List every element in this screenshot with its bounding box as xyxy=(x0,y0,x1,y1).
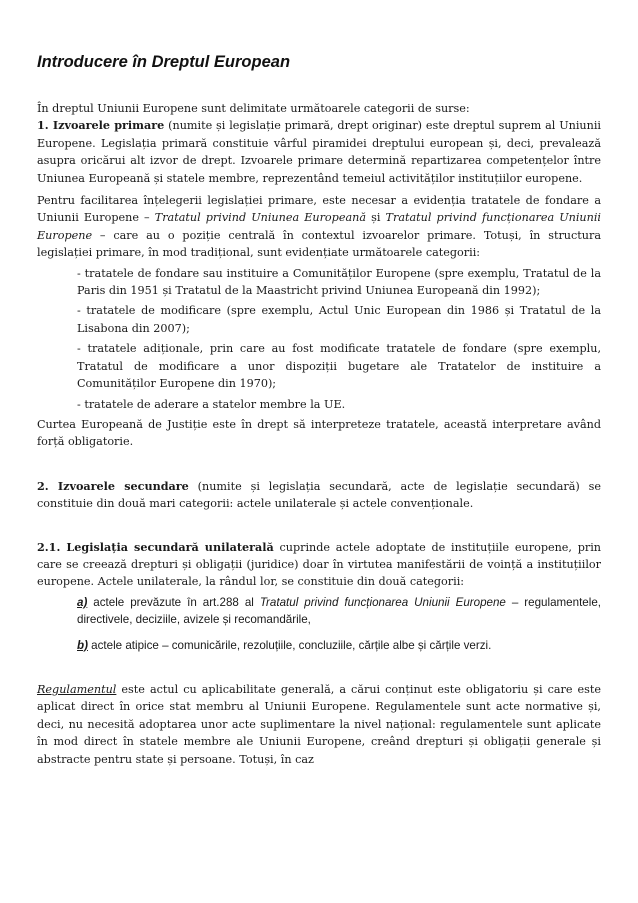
item-b-label: b) xyxy=(77,638,88,652)
secondary-sources-paragraph xyxy=(37,478,601,513)
treaties-and: și xyxy=(366,211,386,225)
treaty-categories-list xyxy=(37,265,601,413)
unilateral-paragraph xyxy=(37,539,601,591)
intro-paragraph: În dreptul Uniunii Europene sunt delimitate următoarele categorii de surse: xyxy=(37,102,470,115)
regulation-term: Regulamentul xyxy=(37,682,117,696)
item-a-label: a) xyxy=(77,595,88,609)
primary-sources-heading: 1. Izvoarele primare xyxy=(37,118,165,133)
primary-sources-paragraph xyxy=(37,117,601,187)
list-item xyxy=(77,594,601,629)
list-item xyxy=(77,637,601,654)
list-item: - tratatele de modificare (spre exemplu, Actul Unic European din 1986 și Tratatul de la Lisabona din 2007); xyxy=(77,304,601,335)
list-item: - tratatele de aderare a statelor membre la UE. xyxy=(77,397,346,411)
list-item: - tratatele adiționale, prin care au fost modificate tratatele de fondare (spre exemplu, Tratatul de modificare a unor dispoziții bugetare ale Tratatelor de instituire a Comunităților Europene din 1970); xyxy=(77,342,601,391)
treaty-eu: Tratatul privind Uniunea Europeană xyxy=(154,211,366,225)
treaties-paragraph xyxy=(37,192,601,262)
list-item: - tratatele de fondare sau instituire a Comunităților Europene (spre exemplu, Tratatul de la Paris din 1951 și Tratatul de la Maastricht privind Uniunea Europeană din 1992); xyxy=(77,266,601,298)
regulation-text: este actul cu aplicabilitate generală, a cărui conținut este obligatoriu și care este aplicat direct în orice stat membru al Uniunii Europene. Regulamentele sunt acte normative și, deci, nu necesită adoptarea unor acte suplimentare la nivel național: regulamentele sunt aplicate în mod direct în statele membre ale Uniunii Europene, creând drepturi și obligații generale și abstracte pentru state și persoane. Totuși, în caz xyxy=(37,682,601,766)
treaty-functioning: Tratatul privind funcționarea Uniunii Europene xyxy=(37,211,601,242)
page-title: Introducere în Dreptul European xyxy=(37,53,291,71)
treaties-text-2: – care au o poziție centrală în contextul izvoarelor primare. Totuși, în structura legislației primare, în mod tradițional, sunt evidențiate următoarele categorii: xyxy=(37,228,601,260)
primary-sources-text: (numite și legislație primară, drept originar) este dreptul suprem al Uniunii Europene. Legislația primară constituie vârful piramidei dreptului european și, deci, prevalează asupra oricărui alt izvor de drept. Izvoarele primare determină repartizarea competențelor între Uniunea Europeană și statele membre, reprezentând temeiul activităților instituțiilor europene. xyxy=(37,119,601,185)
item-a-treaty: Tratatul privind funcționarea Uniunii Europene xyxy=(259,595,506,609)
regulation-paragraph xyxy=(37,681,601,768)
secondary-sources-text: (numite și legislația secundară, acte de legislație secundară) se constituie din două mari categorii: actele unilaterale și actele convenționale. xyxy=(37,479,601,511)
item-b-text: actele atipice – comunicările, rezoluțiile, concluziile, cărțile albe și cărțile verzi. xyxy=(87,638,492,652)
treaties-text-1: Pentru facilitarea înțelegerii legislației primare, este necesar a evidenția tratatele de fondare a Uniunii Europene – xyxy=(37,194,601,225)
unilateral-categories-list xyxy=(37,594,601,654)
secondary-sources-heading: 2. Izvoarele secundare xyxy=(37,478,189,493)
item-a-text-2: – regulamentele, directivele, deciziile, avizele și recomandările, xyxy=(77,595,601,627)
court-paragraph: Curtea Europeană de Justiție este în drept să interpreteze tratatele, această interpretare având forță obligatorie. xyxy=(37,417,601,449)
unilateral-heading: 2.1. Legislația secundară unilaterală xyxy=(37,539,274,554)
item-a-text-1: actele prevăzute în art.288 al xyxy=(87,595,260,609)
unilateral-text: cuprinde actele adoptate de instituțiile europene, prin care se creează drepturi și obligații (juridice) doar în virtutea manifestării de voință a instituțiilor europene. Actele unilaterale, la rândul lor, se constituie din două categorii: xyxy=(37,540,602,589)
